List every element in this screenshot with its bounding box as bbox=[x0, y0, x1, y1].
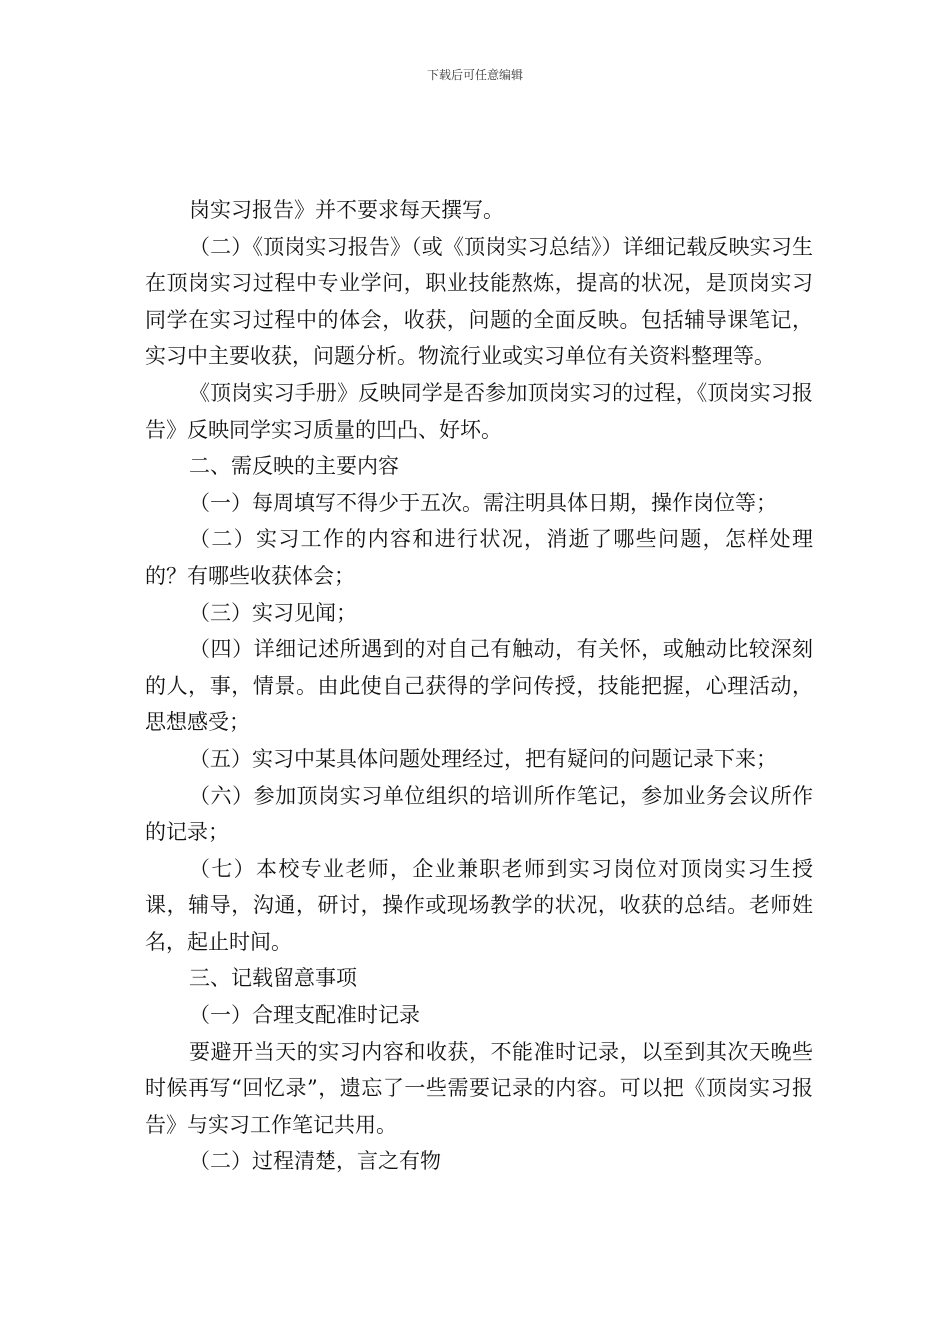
list-item: （三）实习见闻； bbox=[189, 600, 357, 625]
list-item: （一）每周填写不得少于五次。需注明具体日期，操作岗位等； bbox=[189, 490, 777, 515]
list-item: （七）本校专业老师，企业兼职老师到实习岗位对顶岗实习生授课，辅导，沟通，研讨，操作或现场教学的状况，收获的总结。老师姓名，起止时间。 bbox=[145, 856, 813, 954]
paragraph: 要避开当天的实习内容和收获，不能准时记录，以至到其次天晚些时候再写“回忆录”，遗忘了一些需要记录的内容。可以把《顶岗实习报告》与实习工作笔记共用。 bbox=[145, 1039, 813, 1137]
list-item: （二）实习工作的内容和进行状况，消逝了哪些问题，怎样处理的？有哪些收获体会； bbox=[145, 527, 813, 588]
paragraph: 《顶岗实习手册》反映同学是否参加顶岗实习的过程，《顶岗实习报告》反映同学实习质量的凹凸、好坏。 bbox=[145, 380, 813, 442]
section-heading: 二、需反映的主要内容 bbox=[189, 454, 399, 479]
list-item: （五）实习中某具体问题处理经过，把有疑问的问题记录下来； bbox=[189, 746, 777, 771]
sub-heading: （一）合理支配准时记录 bbox=[189, 1003, 420, 1028]
document-body bbox=[145, 192, 813, 1180]
paragraph: 岗实习报告》并不要求每天撰写。 bbox=[189, 198, 504, 222]
sub-heading: （二）过程清楚，言之有物 bbox=[189, 1149, 441, 1174]
list-item: （六）参加顶岗实习单位组织的培训所作笔记，参加业务会议所作的记录； bbox=[145, 783, 813, 845]
section-heading: 三、记载留意事项 bbox=[189, 966, 357, 991]
page-header-note: 下载后可任意编辑 bbox=[426, 68, 523, 82]
list-item: （四）详细记述所遇到的对自己有触动，有关怀，或触动比较深刻的人，事，情景。由此使自己获得的学问传授，技能把握，心理活动，思想感受； bbox=[145, 637, 813, 735]
paragraph: （二）《顶岗实习报告》（或《顶岗实习总结》）详细记载反映实习生在顶岗实习过程中专业学问，职业技能熬炼，提高的状况，是顶岗实习同学在实习过程中的体会，收获，问题的全面反映。包括辅导课笔记，实习中主要收获，问题分析。物流行业或实习单位有关资料整理等。 bbox=[145, 234, 813, 369]
